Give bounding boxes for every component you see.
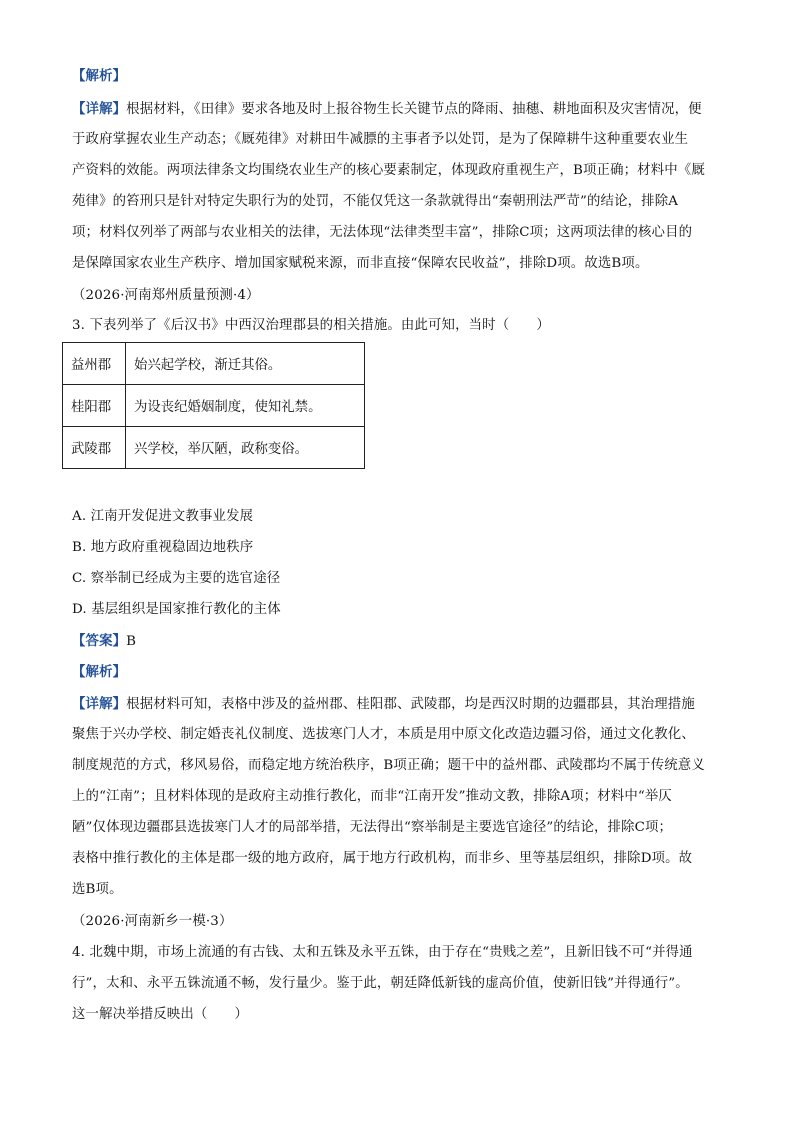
detail-paragraph-line: 上的“江南”；且材料体现的是政府主动推行教化，而非“江南开发”推动文教，排除A项；材料中“举仄 — [72, 789, 672, 804]
table-cell-commandery: 益州郡 — [63, 343, 126, 385]
table-cell-measure: 为设丧纪婚姻制度，使知礼禁。 — [126, 385, 365, 427]
detail-tag: 【详解】 — [72, 696, 127, 712]
answer-value: B — [126, 634, 137, 649]
detail-paragraph-line: 【详解】根据材料，《田律》要求各地及时上报谷物生长关键节点的降雨、抽穗、耕地面积及灾害情况，便 — [72, 101, 702, 117]
detail-paragraph-line: 聚焦于兴办学校、制定婚丧礼仪制度、选拔寒门人才，本质是用中原文化改造边疆习俗，通过文化教化、 — [72, 727, 695, 742]
detail-paragraph-line: 制度规范的方式，移风易俗，而稳定地方统治秩序，B项正确；题干中的益州郡、武陵郡均不属于传统意义 — [72, 758, 705, 773]
detail-paragraph-line: 【详解】根据材料可知，表格中涉及的益州郡、桂阳郡、武陵郡，均是西汉时期的边疆郡县，其治理措施 — [72, 696, 695, 712]
question-source: （2026·河南郑州质量预测·4） — [72, 288, 260, 303]
table-cell-commandery: 桂阳郡 — [63, 385, 126, 427]
option-b: B. 地方政府重视稳固边地秩序 — [72, 540, 254, 555]
detail-paragraph-line: 选B项。 — [72, 882, 123, 897]
detail-paragraph-line: 于政府掌握农业生产动态；《厩苑律》对耕田牛减膘的主事者予以处罚，是为了保障耕牛这种重要农业生 — [72, 132, 689, 147]
detail-paragraph-line: 产资料的效能。两项法律条文均围绕农业生产的核心要素制定，体现政府重视生产，B项正确；材料中《厩 — [72, 163, 705, 178]
question-stem: 行”，太和、永平五铢流通不畅，发行量少。鉴于此，朝廷降低新钱的虚高价值，使新旧钱”并得通行”。 — [72, 976, 689, 991]
table-cell-measure: 兴学校，举仄陋，政称变俗。 — [126, 427, 365, 469]
detail-paragraph-line: 项；材料仅列举了两部与农业相关的法律，无法体现“法律类型丰富”，排除C项；这两项法律的核心目的 — [72, 225, 693, 240]
question-source: （2026·河南新乡一模·3） — [72, 914, 233, 929]
detail-paragraph-line: 是保障国家农业生产秩序、增加国家赋税来源，而非直接“保障农民收益”，排除D项。故选B项。 — [72, 256, 649, 271]
question-stem: 4. 北魏中期，市场上流通的有古钱、太和五铢及永平五铢，由于存在“贵贱之差”，且新旧钱不可“并得通 — [72, 945, 693, 960]
detail-tag: 【详解】 — [72, 101, 127, 117]
option-d: D. 基层组织是国家推行教化的主体 — [72, 602, 281, 617]
analysis-heading — [72, 663, 126, 682]
table-cell-measure: 始兴起学校，渐迁其俗。 — [126, 343, 365, 385]
question-stem: 3. 下表列举了《后汉书》中西汉治理郡县的相关措施。由此可知，当时（ ） — [72, 318, 550, 333]
detail-paragraph-line: 苑律》的笞刑只是针对特定失职行为的处罚，不能仅凭这一条款就得出“秦朝刑法严苛”的结论，排除A — [72, 194, 679, 209]
question-stem: 这一解决举措反映出（ ） — [72, 1007, 249, 1022]
analysis-tag: 【解析】 — [72, 68, 127, 84]
analysis-tag: 【解析】 — [72, 664, 127, 680]
detail-paragraph-line: 陋”仅体现边疆郡县选拔寒门人才的局部举措，无法得出“察举制是主要选官途径”的结论，排除C项； — [72, 820, 673, 835]
answer-tag: 【答案】 — [72, 633, 127, 649]
table-row — [63, 427, 365, 469]
detail-paragraph-line: 表格中推行教化的主体是郡一级的地方政府，属于地方行政机构，而非乡、里等基层组织，排除D项。故 — [72, 851, 693, 866]
measures-table — [62, 342, 365, 469]
table-cell-commandery: 武陵郡 — [63, 427, 126, 469]
table-row — [63, 343, 365, 385]
table-row — [63, 385, 365, 427]
option-c: C. 察举制已经成为主要的选官途径 — [72, 571, 281, 586]
analysis-heading — [72, 67, 126, 86]
option-a: A. 江南开发促进文教事业发展 — [72, 509, 254, 524]
answer-line — [72, 632, 136, 651]
